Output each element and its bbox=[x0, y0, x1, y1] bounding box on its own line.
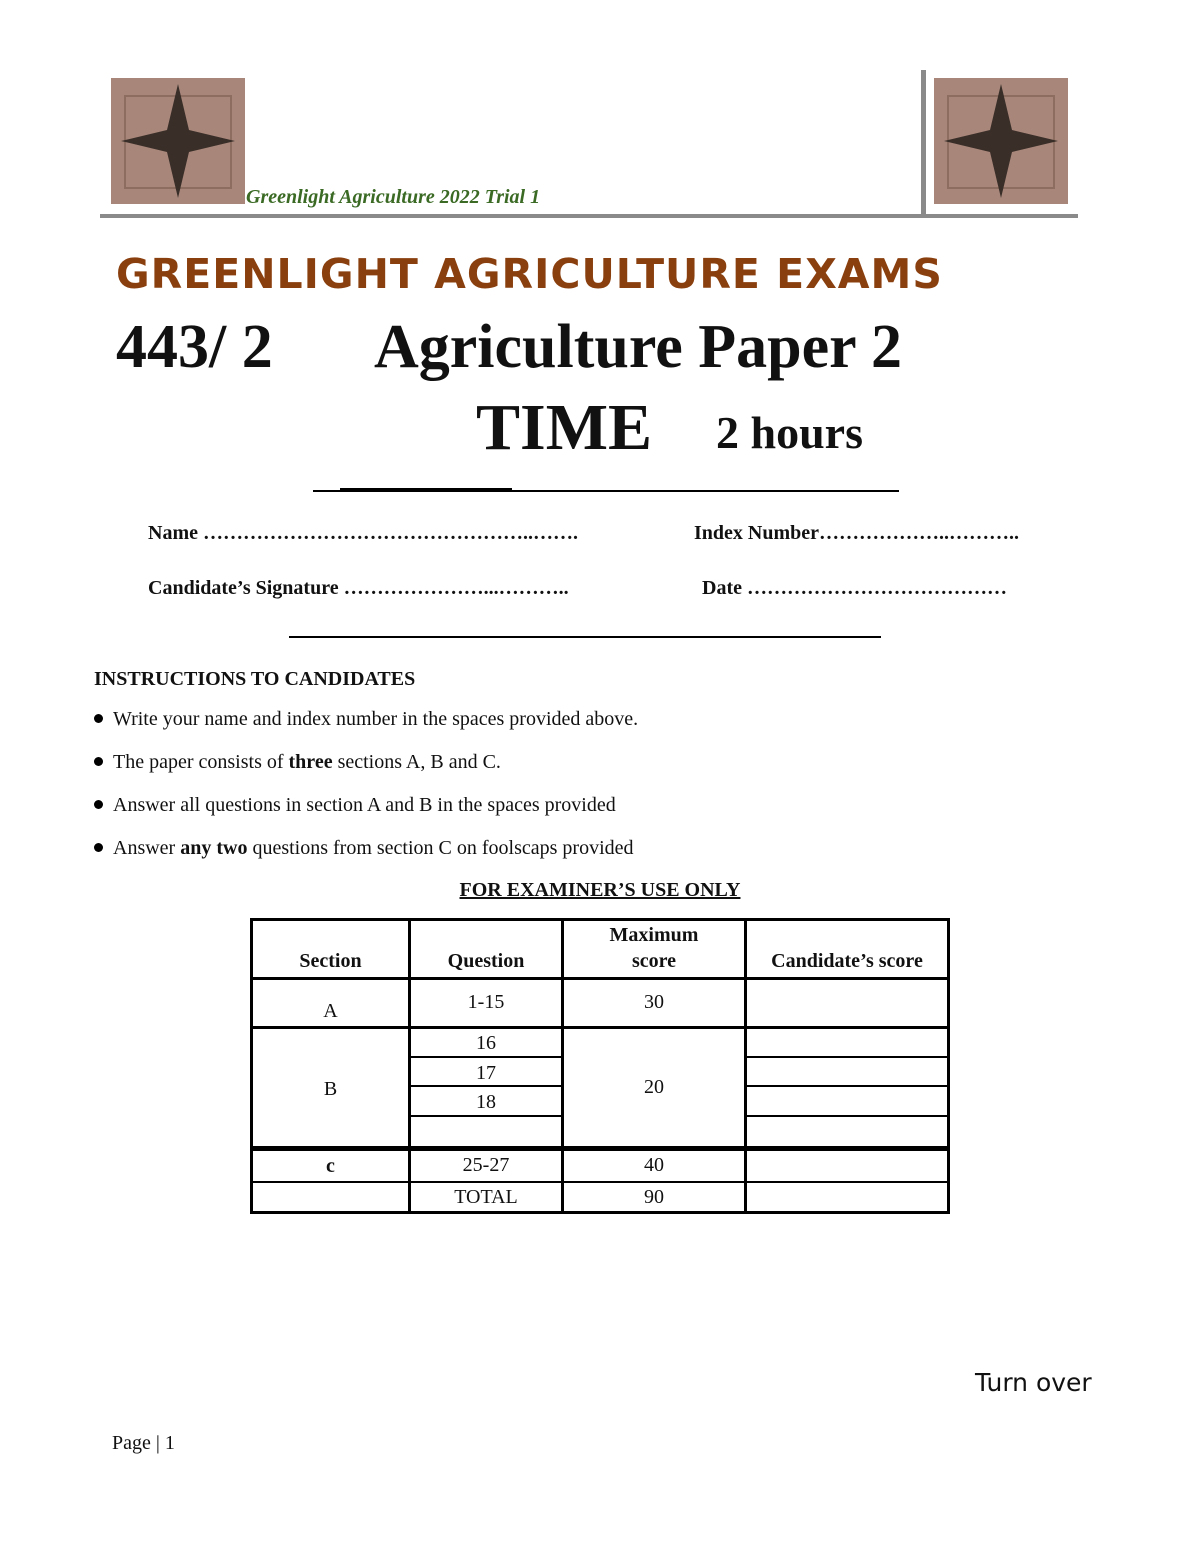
bullet-icon bbox=[94, 714, 103, 723]
trial-label: Greenlight Agriculture 2022 Trial 1 bbox=[246, 186, 541, 208]
table-row-line bbox=[408, 1085, 561, 1087]
school-logo-left bbox=[111, 78, 245, 204]
paper-code: 443/ 2 bbox=[116, 313, 273, 381]
instructions-heading: INSTRUCTIONS TO CANDIDATES bbox=[94, 668, 416, 690]
instruction-item: Answer any two questions from section C on foolscaps provided bbox=[94, 837, 634, 860]
question-18: 18 bbox=[476, 1091, 496, 1113]
school-logo-right bbox=[934, 78, 1068, 204]
exams-title: GREENLIGHT AGRICULTURE EXAMS bbox=[116, 250, 943, 298]
score-input-16[interactable] bbox=[747, 1029, 947, 1056]
table-row-line bbox=[408, 1056, 561, 1058]
name-field[interactable]: Name …………………………………………..……. bbox=[148, 522, 578, 544]
question-16: 16 bbox=[476, 1032, 496, 1054]
table-border bbox=[250, 1211, 950, 1214]
score-input-17[interactable] bbox=[747, 1058, 947, 1085]
score-input-total[interactable] bbox=[747, 1183, 947, 1211]
bullet-icon bbox=[94, 843, 103, 852]
table-border bbox=[947, 918, 950, 1214]
instruction-item: Write your name and index number in the spaces provided above. bbox=[94, 708, 638, 731]
table-border bbox=[250, 918, 950, 921]
section-a: A bbox=[323, 1000, 338, 1022]
header-max-line2: score bbox=[631, 950, 677, 972]
score-input-18[interactable] bbox=[747, 1087, 947, 1115]
score-input-b-extra[interactable] bbox=[747, 1117, 947, 1146]
title-divider bbox=[313, 490, 899, 492]
examiner-table-title: FOR EXAMINER’S USE ONLY bbox=[459, 879, 741, 901]
four-point-star-icon bbox=[934, 78, 1068, 204]
four-point-star-icon bbox=[111, 78, 245, 204]
total-label: TOTAL bbox=[454, 1186, 518, 1208]
header-question: Question bbox=[447, 950, 525, 972]
time-value: 2 hours bbox=[716, 407, 863, 458]
turn-over-label: Turn over bbox=[975, 1368, 1092, 1397]
time-label: TIME bbox=[476, 391, 653, 464]
fields-divider bbox=[289, 636, 881, 638]
instruction-item: Answer all questions in section A and B in the spaces provided bbox=[94, 794, 616, 817]
question-17: 17 bbox=[476, 1062, 496, 1084]
section-c: c bbox=[326, 1155, 335, 1177]
bullet-icon bbox=[94, 800, 103, 809]
max-a: 30 bbox=[644, 991, 664, 1013]
header-max-line1: Maximum bbox=[609, 924, 699, 946]
question-a: 1-15 bbox=[467, 991, 505, 1013]
section-b: B bbox=[323, 1078, 338, 1100]
paper-name: Agriculture Paper 2 bbox=[374, 313, 903, 381]
question-c: 25-27 bbox=[462, 1154, 510, 1176]
score-input-c[interactable] bbox=[747, 1151, 947, 1181]
score-input-a[interactable] bbox=[747, 980, 947, 1026]
total-max: 90 bbox=[644, 1186, 664, 1208]
header-vertical-rule bbox=[921, 70, 926, 218]
bullet-icon bbox=[94, 757, 103, 766]
header-section: Section bbox=[299, 950, 362, 972]
examiner-table bbox=[250, 918, 950, 1214]
page-number: Page | 1 bbox=[112, 1432, 175, 1454]
signature-field[interactable]: Candidate’s Signature …………………...……….. bbox=[148, 577, 569, 599]
instruction-item: The paper consists of three sections A, B and C. bbox=[94, 751, 501, 774]
date-field[interactable]: Date ………………………………… bbox=[702, 577, 1007, 599]
title-divider-accent bbox=[340, 488, 512, 490]
max-c: 40 bbox=[644, 1154, 664, 1176]
index-number-field[interactable]: Index Number………………..……….. bbox=[694, 522, 1020, 544]
max-b: 20 bbox=[644, 1076, 664, 1098]
header-rule bbox=[100, 214, 1078, 218]
table-row-line bbox=[408, 1115, 561, 1117]
header-candidate-score: Candidate’s score bbox=[771, 950, 923, 972]
